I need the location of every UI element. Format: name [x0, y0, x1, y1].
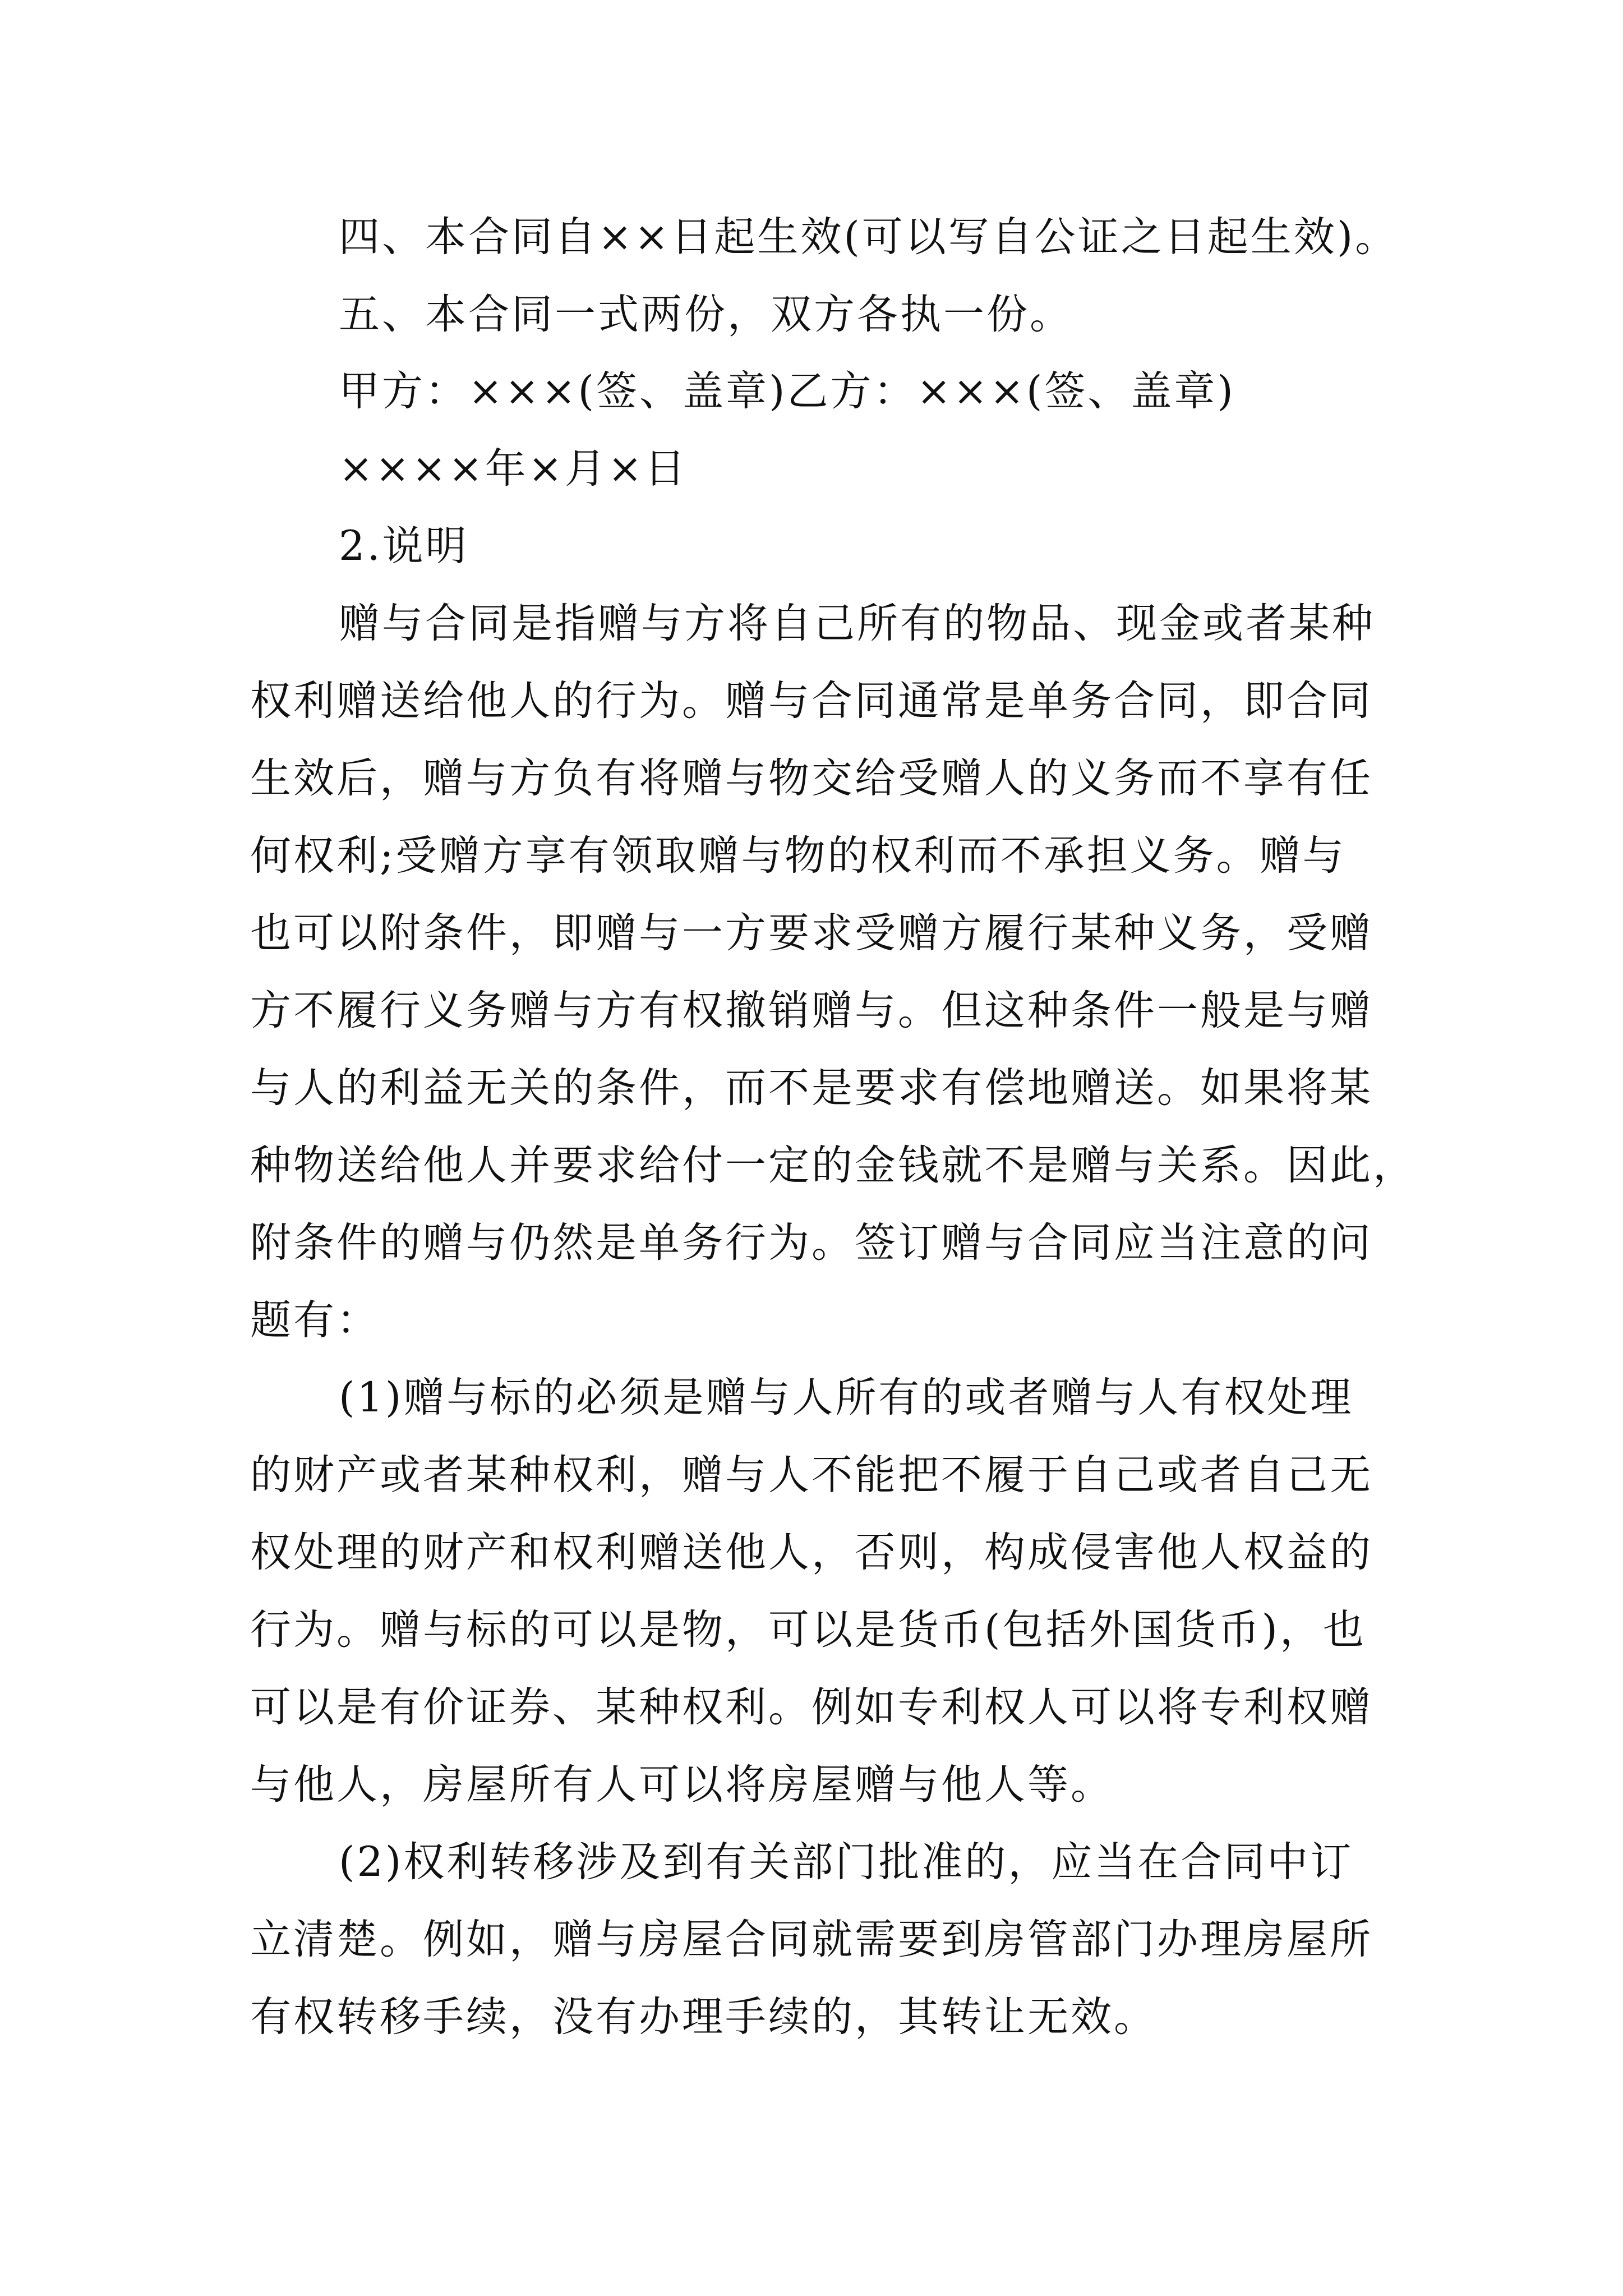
- paragraph-line: 赠与合同是指赠与方将自己所有的物品、现金或者某种: [339, 600, 1375, 647]
- signature-line: 甲方：×××(签、盖章)乙方：×××(签、盖章): [339, 367, 1235, 415]
- paragraph-line: 生效后，赠与方负有将赠与物交给受赠人的义务而不享有任: [250, 754, 1373, 802]
- paragraph-line: 也可以附条件，即赠与一方要求受赠方履行某种义务，受赠: [250, 909, 1373, 957]
- paragraph-line: 方不履行义务赠与方有权撤销赠与。但这种条件一般是与赠: [250, 987, 1373, 1034]
- point-one-line: 行为。赠与标的可以是物，可以是货币(包括外国货币)，也: [250, 1606, 1366, 1654]
- clause-four-effective-date: 四、本合同自××日起生效(可以写自公证之日起生效)。: [339, 213, 1399, 261]
- section-heading-explanation: 2.说明: [339, 522, 469, 570]
- paragraph-line: 题有：: [250, 1296, 380, 1344]
- paragraph-line: 与人的利益无关的条件，而不是要求有偿地赠送。如果将某: [250, 1064, 1373, 1112]
- clause-five-copies: 五、本合同一式两份，双方各执一份。: [339, 291, 1073, 338]
- paragraph-line: 附条件的赠与仍然是单务行为。签订赠与合同应当注意的问: [250, 1219, 1373, 1267]
- point-two-line: (2)权利转移涉及到有关部门批准的，应当在合同中订: [339, 1838, 1354, 1886]
- date-line: ××××年×月×日: [339, 445, 688, 493]
- paragraph-line: 权利赠送给他人的行为。赠与合同通常是单务合同，即合同: [250, 677, 1373, 725]
- point-one-line: 权处理的财产和权利赠送他人，否则，构成侵害他人权益的: [250, 1529, 1373, 1576]
- paragraph-line: 何权利;受赠方享有领取赠与物的权利而不承担义务。赠与: [250, 832, 1346, 880]
- point-one-line: 可以是有价证券、某种权利。例如专利权人可以将专利权赠: [250, 1683, 1373, 1731]
- point-one-line: 与他人，房屋所有人可以将房屋赠与他人等。: [250, 1761, 1114, 1809]
- point-two-line: 立清楚。例如，赠与房屋合同就需要到房管部门办理房屋所: [250, 1916, 1373, 1963]
- paragraph-line: 种物送给他人并要求给付一定的金钱就不是赠与关系。因此，: [250, 1142, 1416, 1189]
- point-one-line: (1)赠与标的必须是赠与人所有的或者赠与人有权处理: [339, 1374, 1354, 1421]
- point-two-line: 有权转移手续，没有办理手续的，其转让无效。: [250, 1993, 1157, 2041]
- point-one-line: 的财产或者某种权利，赠与人不能把不履于自己或者自己无: [250, 1451, 1373, 1499]
